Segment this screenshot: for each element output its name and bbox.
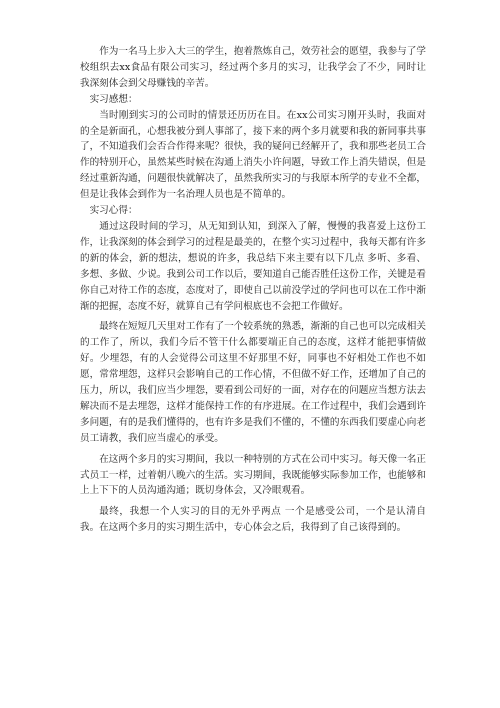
conclusion-paragraph: 最终，我想一个人实习的目的无外乎两点 一个是感受公司，一个是认清自我。在这两个多月的实习期生活中，专心体会之后，我得到了自己该得到的。 <box>80 506 426 534</box>
insights-paragraph: 通过这段时间的学习，从无知到认知，到深入了解，慢慢的我喜爱上这份工作，让我深刻的体会到学习的过程是最美的，在整个实习过程中，我每天都有许多的新的体会，新的想法，想说的许多，我总结下来主要有以下几点 多听、多看、多想、多做、少说。我到公司工作以后，要知道自己能否胜任这份工作，关键是看你自己对待工作的态度，态度对了，即使自己以前没学过的学问也可以在工作中渐渐的把握，态度不好，就算自己有学问根底也不会把工作做好。 <box>80 220 426 312</box>
intro-paragraph: 作为一名马上步入大三的学生，抱着熬炼自己，效劳社会的愿望，我参与了学校组织去xx食品有限公司实习，经过两个多月的实习，让我学会了不少，同时让我深刻体会到父母赚钱的辛苦。 <box>80 46 426 89</box>
reflections-paragraph: 当时刚到实习的公司时的情景还历历在目。在xx公司实习刚开头时，我面对的全是新面孔，心想我被分到人事部了，接下来的两个多月就要和我的新同事共事了，不知道我们会否合作得来呢？很快，我的疑问已经解开了，我和那些老员工合作的特别开心，虽然某些时候在沟通上消失小许问题，导致工作上消失错误，但是经过重新沟通，问题很快就解决了，虽然我所实习的与我原本所学的专业不全都，但是让我体会到作为一名治理人员也是不简单的。 <box>80 109 426 201</box>
attitude-paragraph: 最终在短短几天里对工作有了一个较系统的熟悉，渐渐的自己也可以完成相关的工作了，所以，我们今后不管干什么都要端正自己的态度，这样才能把事情做好。少埋怨，有的人会觉得公司这里不好那里不好，同事也不好相处工作也不如愿，常常埋怨，这样只会影响自己的工作心情，不但做不好工作，还增加了自己的压力，所以，我们应当少埋怨，要看到公司好的一面，对存在的问题应当想方法去解决而不是去埋怨，这样才能保持工作的有序进展。在工作过程中，我们会遇到许多问题，有的是我们懂得的，也有许多是我们不懂的，不懂的东西我们要虚心向老员工请教，我们应当虚心的承受。 <box>80 321 426 444</box>
section-heading-reflections: 实习感想： <box>89 93 138 105</box>
section-heading-insights: 实习心得： <box>89 205 138 217</box>
document-body <box>80 44 426 536</box>
internship-period-paragraph: 在这两个多月的实习期间，我以一种特别的方式在公司中实习。每天像一名正式员工一样，过着朝八晚六的生活。实习期间，我既能够实际参加工作，也能够和上上下下的人员沟通沟通；既切身体会，又冷眼观看。 <box>80 453 426 497</box>
